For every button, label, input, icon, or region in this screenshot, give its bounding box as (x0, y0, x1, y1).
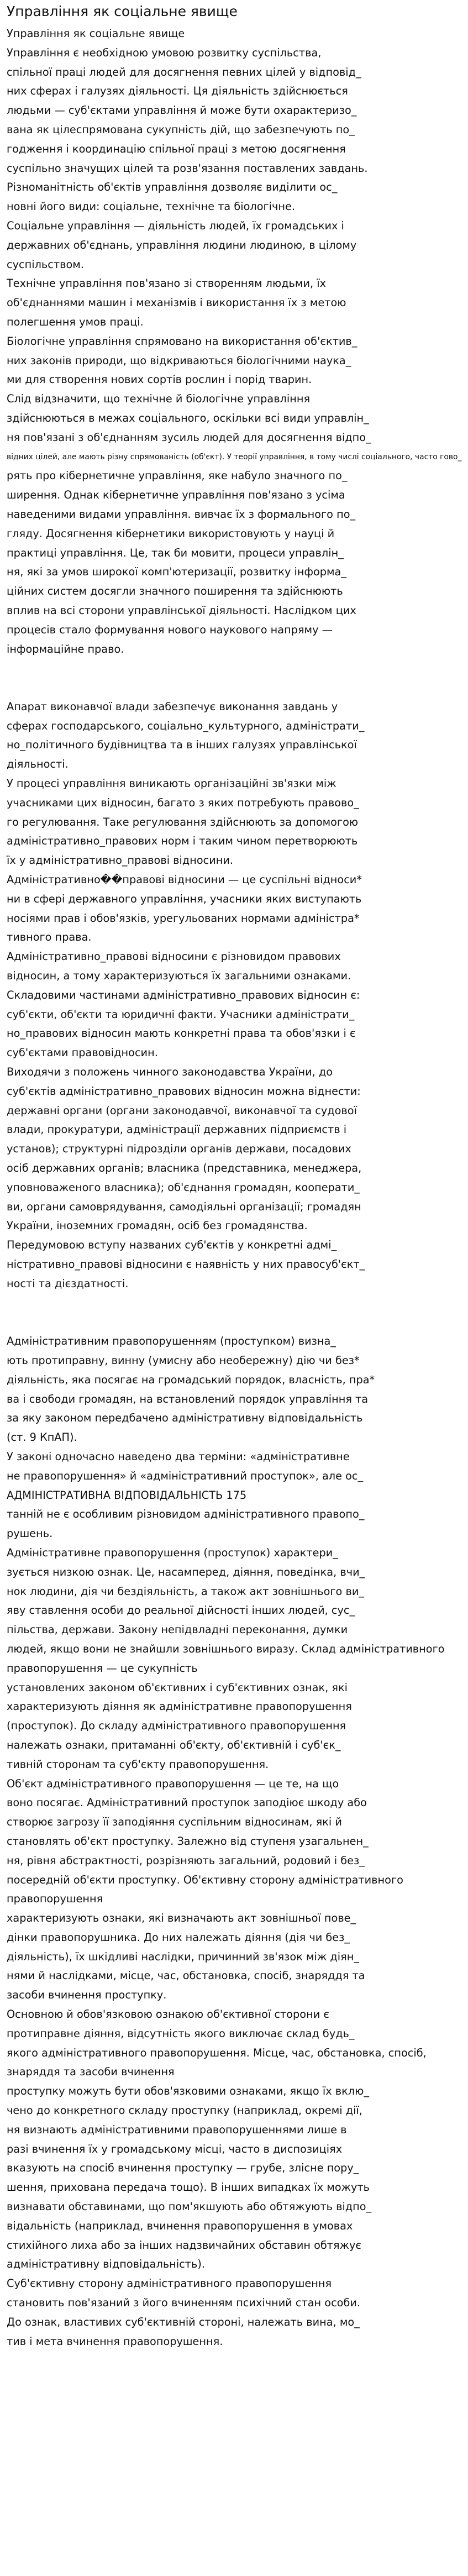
text-line: характеризують ознаки, які визначають акт зовнішньої пове_ (7, 1912, 356, 1925)
text-line: нями й наслідками, місце, час, обстановка, спосіб, знаряддя та (7, 1969, 365, 1982)
text-line: об'єднаннями машин і механізмів і використання їх з метою (7, 296, 346, 309)
text-line: Основною й обов'язковою ознакою об'єктивної сторони є (7, 2008, 329, 2021)
text-line: суб'єкти, об'єкти та юридичні факти. Учасники адміністрати_ (7, 1008, 355, 1021)
text-line: вплив на всі сторони управлінської діяльності. Наслідком цих (7, 604, 356, 617)
text-line: практиці управління. Це, так би мовити, процеси управлін_ (7, 546, 344, 559)
text-line: ни в сфері державного управління, учасники яких виступають (7, 892, 362, 905)
text-line: діяльності. (7, 758, 69, 771)
text-line: відальність (наприклад, вчинення правопорушення в умовах (7, 2219, 353, 2232)
text-line: тивного права. (7, 931, 92, 944)
text-line: наведеними видами управління. вивчає їх з формального по_ (7, 507, 356, 521)
text-line: Управління є необхідною умовою розвитку суспільства, (7, 46, 322, 59)
text-line: полегшення умов праці. (7, 315, 144, 328)
text-line: Адміністративне правопорушення (проступок) характери_ (7, 1546, 338, 1559)
text-line: них сферах і галузях діяльності. Ця діяльність здійснюється (7, 85, 348, 98)
blank-line (7, 678, 461, 697)
text-line: Виходячи з положень чинного законодавства України, до (7, 1066, 333, 1079)
text-line: стихійного лиха або за інших надзвичайних обставин обтяжує (7, 2238, 361, 2252)
text-line: суб'єктів адміністративно_правових відносин можна віднести: (7, 1084, 361, 1098)
text-line: У процесі управління виникають організаційні зв'язки між (7, 777, 336, 790)
text-line: сферах господарського, соціально_культурного, адміністрати_ (7, 719, 365, 732)
text-line: правопорушення — це сукупність (7, 1661, 198, 1675)
document-body (7, 24, 461, 2351)
text-line: ють протиправну, винну (умисну або необережну) дію чи без* (7, 1353, 360, 1367)
blank-line (7, 1313, 461, 1332)
text-line: ня визнають адміністративними правопорушеннями лише в (7, 2123, 347, 2136)
text-line: влади, прокуратури, адміністрації державних підприємств і (7, 1123, 347, 1136)
text-line: якого адміністративного правопорушення. Місце, час, обстановка, спосіб, (7, 2046, 427, 2059)
text-line: осіб державних органів; власника (представника, менеджера, (7, 1162, 362, 1175)
text-line: засоби вчинення проступку. (7, 1989, 167, 2002)
text-line: людей, якщо вони не знайшли зовнішнього виразу. Склад адміністративного (7, 1642, 445, 1655)
text-line: правопорушення (7, 1892, 103, 1906)
text-line: відносин, а тому характеризуються їх загальними ознаками. (7, 969, 351, 983)
text-line: Адміністративно��правові відносини — це суспільні відноси* (7, 873, 362, 886)
text-line: проступку можуть бути обов'язковими ознаками, якщо їх вклю_ (7, 2085, 369, 2098)
text-line: ми для створення нових сортів рослин і порід тварин. (7, 373, 312, 386)
text-line: за яку законом передбачено адміністративну відповідальність (7, 1412, 363, 1425)
text-line: діяльність), їх шкідливі наслідки, причинний зв'язок між діян_ (7, 1950, 359, 1963)
text-line: У законі одночасно наведено два терміни: «адміністративне (7, 1450, 350, 1463)
text-line: характеризують діяння як адміністративне правопорушення (7, 1700, 352, 1713)
text-line: не правопорушення» й «адміністративний проступок», але ос_ (7, 1469, 364, 1482)
text-line: новні його види: соціальне, технічне та біологічне. (7, 200, 296, 213)
text-line: Технічне управління пов'язано зі створенням людьми, їх (7, 277, 326, 290)
text-line: танній не є особливим різновидом адміністративного правопо_ (7, 1508, 365, 1521)
text-line: Передумовою вступу названих суб'єктів у конкретні адмі_ (7, 1239, 337, 1252)
text-line: ширення. Однак кібернетичне управління пов'язано з усіма (7, 489, 345, 502)
text-line: Суб'єктивну сторону адміністративного правопорушення (7, 2277, 332, 2290)
text-line: ності та дієздатності. (7, 1277, 129, 1290)
text-line: воно посягає. Адміністративний проступок заподіює шкоду або (7, 1796, 367, 1809)
text-line: них законів природи, що відкриваються біологічними наука_ (7, 354, 351, 367)
text-line: протиправне діяння, відсутність якого виключає склад будь_ (7, 2027, 355, 2040)
text-line: (ст. 9 КпАП). (7, 1431, 77, 1444)
text-line: інформаційне право. (7, 642, 124, 655)
text-line: шення, прихована передача тощо). В інших випадках їх можуть (7, 2181, 370, 2194)
text-line: вказують на спосіб вчинення проступку — грубе, зліснe пору_ (7, 2161, 359, 2175)
text-line: рушень. (7, 1527, 53, 1540)
text-line: тив і мета вчинення правопорушення. (7, 2334, 223, 2348)
text-line: людьми — суб'єктами управління й може бути охарактеризо_ (7, 104, 357, 117)
text-line: нок людини, дія чи бездіяльність, а також акт зовнішнього ви_ (7, 1585, 364, 1598)
text-line: гляду. Досягнення кібернетики використовують у науці й (7, 527, 335, 540)
text-line: тивній сторонам та суб'єкту правопорушення. (7, 1757, 269, 1771)
text-line: Адміністративним правопорушенням (проступком) визна_ (7, 1335, 336, 1348)
text-line: Складовими частинами адміністративно_правових відносин є: (7, 988, 360, 1001)
text-line: адміністративну відповідальність). (7, 2258, 205, 2271)
text-line: Слід відзначити, що технічне й біологічне управління (7, 392, 311, 406)
text-line: Адміністративно_правові відносини є різновидом правових (7, 950, 341, 963)
blank-line (7, 1294, 461, 1313)
text-line: рять про кібернетичне управління, яке набуло значного по_ (7, 469, 348, 482)
text-line: суб'єктами правовідносин. (7, 1046, 158, 1059)
text-line: державні органи (органи законодавчої, виконавчої та судової (7, 1104, 357, 1117)
text-line: пільства, держави. Закону непідвладні переконання, думки (7, 1623, 348, 1636)
text-line: процесів стало формування нового наукового напряму — (7, 623, 333, 636)
text-line: АДМІНІСТРАТИВНА ВІДПОВІДАЛЬНІСТЬ 175 (7, 1488, 247, 1502)
text-line: здійснюються в межах соціального, оскільки всі види управлін_ (7, 411, 369, 424)
text-line: установлених законом об'єктивних і суб'єктивних ознак, які (7, 1681, 348, 1694)
text-line: но_політичного будівництва та в інших галузях управлінської (7, 738, 357, 752)
text-line: Апарат виконавчої влади забезпечує виконання завдань у (7, 700, 338, 713)
text-line: го регулювання. Таке регулювання здійснюють за допомогою (7, 815, 359, 828)
text-line: Об'єкт адміністративного правопорушення — це те, на що (7, 1777, 339, 1790)
blank-line (7, 659, 461, 678)
text-line: зується низкою ознак. Це, насамперед, діяння, поведінка, вчи_ (7, 1565, 365, 1578)
text-line: діяльність, яка посягає на громадський порядок, власність, пра* (7, 1373, 375, 1386)
text-line: суспільно значущих цілей та розв'язання поставлених завдань. (7, 161, 368, 175)
text-line: вана як цілеспрямована сукупність дій, що забезпечують по_ (7, 123, 355, 136)
text-line: учасниками цих відносин, багато з яких потребують правово_ (7, 796, 359, 809)
text-line: належать ознаки, притаманні об'єкту, об'єктивній і суб'єк_ (7, 1738, 341, 1751)
text-line: разі вчинення їх у громадському місці, часто в диспозиціях (7, 2142, 343, 2155)
text-line: адміністративно_правових норм і таким чином перетворюють (7, 835, 358, 848)
text-line: створює загрозу її заподіяння суспільним відносинам, які й (7, 1816, 342, 1829)
text-line: відних цілей, але мають різну спрямованість (об'єкт). У теорії управління, в тому числі соціального, часто гово_ (7, 452, 462, 461)
text-line: носіями прав і обов'язків, урегульованих нормами адміністра* (7, 911, 360, 925)
text-line: яву ставлення особи до реальної дійсності інших людей, сус_ (7, 1604, 355, 1617)
text-line: становлять об'єкт проступку. Залежно від ступеня узагальнен_ (7, 1834, 369, 1848)
text-line: України, іноземних громадян, осіб без громадянства. (7, 1219, 308, 1232)
text-line: чено до конкретного складу проступку (наприклад, окремі дії, (7, 2104, 362, 2117)
text-line: знаряддя та засоби вчинення (7, 2065, 175, 2079)
text-line: суспільством. (7, 258, 84, 271)
text-line: спільної праці людей для досягнення певних цілей у відповід_ (7, 65, 361, 78)
text-line: Біологічне управління спрямовано на використання об'єктив_ (7, 334, 357, 348)
text-line: їх у адміністративно_правові відносини. (7, 854, 234, 867)
text-line: но_правових відносин мають конкретні права та обов'язки і є (7, 1027, 356, 1040)
text-line: Соціальне управління — діяльність людей, їх громадських і (7, 219, 344, 232)
text-line: ня, які за умов широкої комп'ютеризації, розвитку інформа_ (7, 565, 347, 579)
document-title: Управління як соціальне явище (7, 3, 238, 19)
text-line: ва і свободи громадян, на встановлений порядок управління та (7, 1392, 369, 1405)
text-line: ційних систем досягли значного поширення та здійснюють (7, 585, 343, 598)
text-line: ня, рівня абстрактності, розрізняють загальний, родовий і без_ (7, 1854, 365, 1867)
text-line: ністративно_правові відносини є наявність у них правосуб'єкт_ (7, 1258, 365, 1271)
text-line: становить пов'язаний з його вчиненням психічний стан особи. (7, 2296, 361, 2310)
text-line: уповноваженого власника); об'єднання громадян, кооперати_ (7, 1181, 360, 1194)
text-line: ви, органи самоврядування, самодіяльні організації; громадян (7, 1200, 361, 1213)
text-line: Різноманітність об'єктів управління дозволяє виділити ос_ (7, 181, 338, 194)
text-line: установ); структурні підрозділи органів держави, посадових (7, 1142, 351, 1156)
text-line: визнавати обставинами, що пом'якшують або обтяжують відпо_ (7, 2200, 372, 2213)
text-line: (проступок). До складу адміністративного правопорушення (7, 1719, 346, 1733)
text-line: посередній об'єкти проступку. Об'єктивну сторону адміністративного (7, 1873, 403, 1886)
text-line: дінки правопорушника. До них належать діяння (дія чи без_ (7, 1930, 350, 1944)
text-line: годження і координацію спільної праці з метою досягнення (7, 142, 346, 155)
text-line: До ознак, властивих суб'єктивній стороні, належать вина, мо_ (7, 2315, 360, 2328)
text-line: державних об'єднань, управління людини людиною, в цілому (7, 238, 357, 251)
text-line: Управління як соціальне явище (7, 27, 185, 40)
text-line: ня пов'язані з об'єднанням зусиль людей для досягнення відпо_ (7, 431, 371, 444)
